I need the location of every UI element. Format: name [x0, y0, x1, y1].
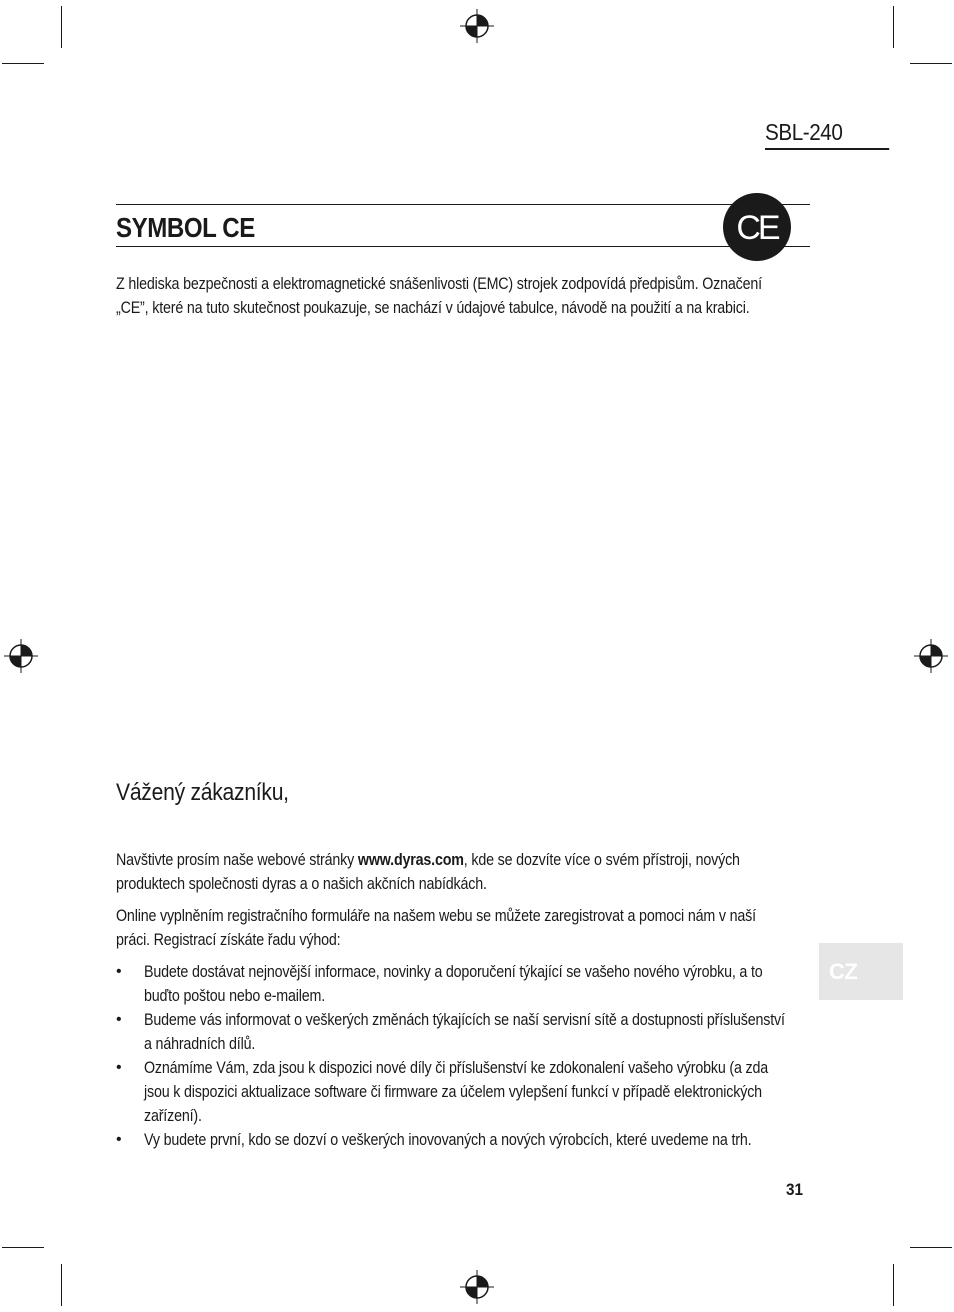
registration-mark-icon	[4, 639, 38, 673]
intro-text-after: , kde se dozvíte více o svém přístroji, nových produktech společnosti dyras a o našich akčních nabídkách.	[116, 851, 740, 893]
crop-mark-top-left-vertical	[61, 6, 62, 48]
ce-mark-text: CE	[736, 209, 778, 247]
benefit-text: Oznámíme Vám, zda jsou k dispozici nové díly či příslušenství ke zdokonalení vašeho výrobku (a zda jsou k dispozici aktualizace software či firmware za účelem vylepšení funkcí v případě elektronických zařízení).	[144, 1059, 769, 1125]
section-rule-top	[116, 204, 810, 205]
crop-mark-top-left-horizontal	[2, 63, 44, 64]
list-item	[116, 1128, 916, 1152]
website-link[interactable]: www.dyras.com	[357, 851, 464, 869]
bullet-symbol: •	[116, 1059, 122, 1076]
intro-text-before: Navštivte prosím naše webové stránky	[116, 851, 358, 869]
benefits-list	[116, 960, 916, 1152]
ce-mark-icon	[722, 192, 792, 262]
language-tab	[819, 943, 903, 1000]
registration-mark-icon	[460, 1270, 494, 1304]
list-item	[116, 1008, 916, 1056]
list-item	[116, 960, 916, 1008]
intro-paragraph	[116, 848, 773, 896]
registration-mark-icon	[914, 639, 948, 673]
benefit-text: Vy budete první, kdo se dozví o veškerých inovovaných a nových výrobcích, které uvedeme na trh.	[144, 1131, 752, 1149]
benefit-text: Budeme vás informovat o veškerých změnách týkajících se naší servisní sítě a dostupnosti příslušenství a náhradních dílů.	[144, 1011, 785, 1053]
crop-mark-bottom-left-horizontal	[2, 1247, 44, 1248]
crop-mark-bottom-right-horizontal	[910, 1247, 952, 1248]
registration-mark-icon	[460, 9, 494, 43]
crop-mark-bottom-left-vertical	[61, 1264, 62, 1306]
benefit-text: Budete dostávat nejnovější informace, novinky a doporučení týkající se vašeho nového výrobku, a to buďto poštou nebo e-mailem.	[144, 963, 763, 1005]
ce-paragraph: Z hlediska bezpečnosti a elektromagnetické snášenlivosti (EMC) strojek zodpovídá předpisům. Označení „CE”, které na tuto skutečnost poukazuje, se nachází v údajové tabulce, návodě na použití a na krabici.	[116, 275, 762, 317]
bullet-symbol: •	[116, 1131, 122, 1148]
page-number: 31	[786, 1180, 804, 1199]
bullet-symbol: •	[116, 1011, 122, 1028]
greeting-heading: Vážený zákazníku,	[116, 779, 289, 806]
list-item	[116, 1056, 916, 1128]
bullet-symbol: •	[116, 963, 122, 980]
section-title: SYMBOL CE	[116, 212, 255, 243]
crop-mark-bottom-right-vertical	[893, 1264, 894, 1306]
crop-mark-top-right-horizontal	[910, 63, 952, 64]
model-number: SBL-240	[765, 116, 889, 150]
crop-mark-top-right-vertical	[893, 6, 894, 48]
registration-paragraph: Online vyplněním registračního formuláře na našem webu se můžete zaregistrovat a pomoci nám v naší práci. Registrací získáte řadu výhod:	[116, 907, 756, 949]
language-tab-label: CZ	[829, 959, 858, 984]
